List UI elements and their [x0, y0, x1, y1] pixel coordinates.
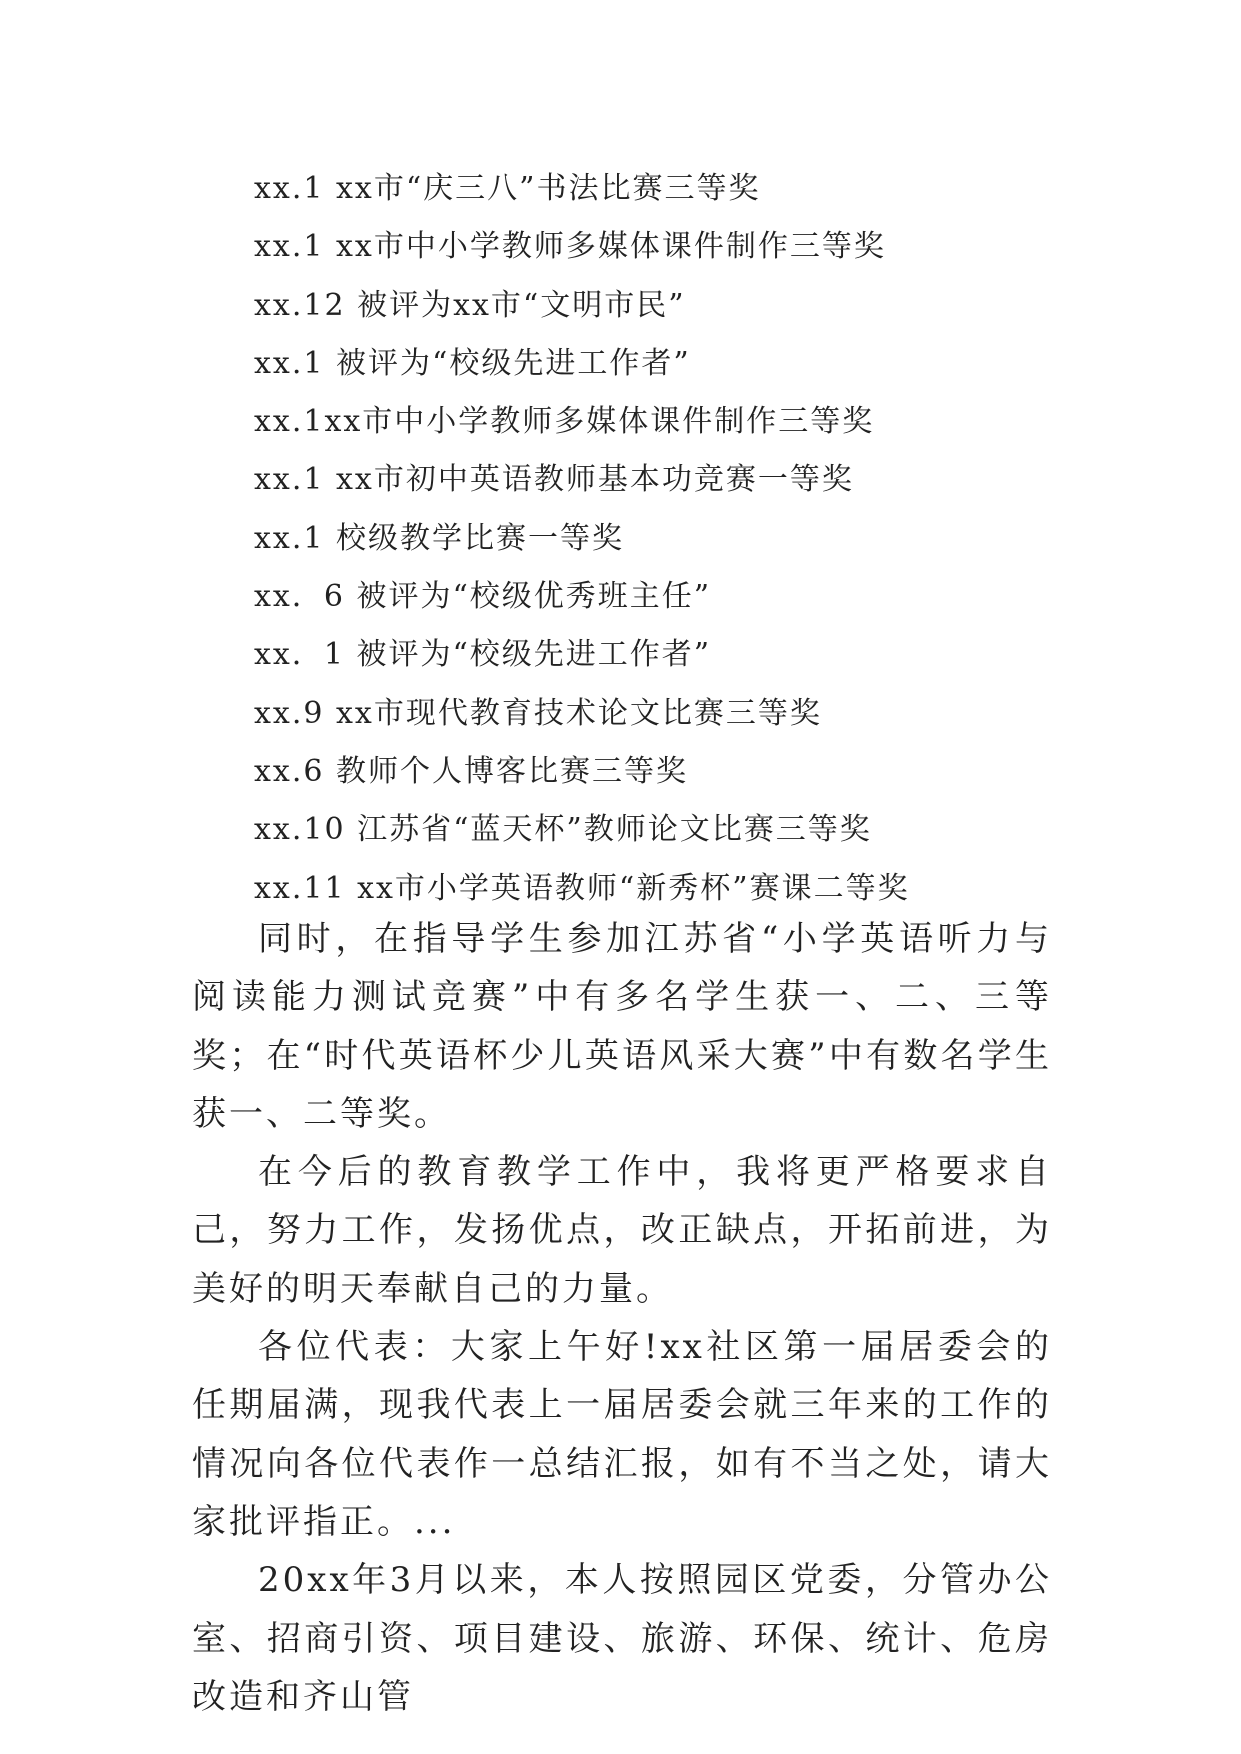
award-item: xx.10 江苏省“蓝天杯”教师论文比赛三等奖: [254, 812, 872, 848]
paragraph-work-summary: 20xx年3月以来，本人按照园区党委，分管办公室、招商引资、项目建设、旅游、环保、统计、危房改造和齐山管: [192, 1560, 1052, 1717]
paragraph-future-plan: 在今后的教育教学工作中，我将更严格要求自己，努力工作，发扬优点，改正缺点，开拓前进，为美好的明天奉献自己的力量。: [192, 1152, 1052, 1309]
award-item: xx.12 被评为xx市“文明市民”: [254, 287, 686, 323]
paragraph-community-report: 各位代表：大家上午好!xx社区第一届居委会的任期届满，现我代表上一届居委会就三年来的工作的情况向各位代表作一总结汇报，如有不当之处，请大家批评指正。...: [192, 1327, 1052, 1542]
award-item: xx.1 xx市中小学教师多媒体课件制作三等奖: [254, 229, 886, 265]
award-item: xx.9 xx市现代教育技术论文比赛三等奖: [254, 695, 822, 731]
award-item: xx.1 xx市初中英语教师基本功竞赛一等奖: [254, 462, 854, 498]
award-item: xx.1xx市中小学教师多媒体课件制作三等奖: [254, 404, 875, 440]
award-item: xx．6 被评为“校级优秀班主任”: [254, 579, 712, 615]
award-item: xx.1 校级教学比赛一等奖: [254, 520, 624, 556]
award-item: xx．1 被评为“校级先进工作者”: [254, 637, 712, 673]
award-item: xx.1 xx市“庆三八”书法比赛三等奖: [254, 171, 761, 206]
award-list: [254, 160, 1074, 918]
body-paragraphs: [192, 910, 1052, 1726]
award-item: xx.11 xx市小学英语教师“新秀杯”赛课二等奖: [254, 870, 910, 906]
award-item: xx.1 被评为“校级先进工作者”: [254, 345, 691, 381]
paragraph-student-guidance: 同时，在指导学生参加江苏省“小学英语听力与阅读能力测试竞赛”中有多名学生获一、二、三等奖；在“时代英语杯少儿英语风采大赛”中有数名学生获一、二等奖。: [192, 919, 1052, 1134]
award-item: xx.6 教师个人博客比赛三等奖: [254, 753, 688, 789]
